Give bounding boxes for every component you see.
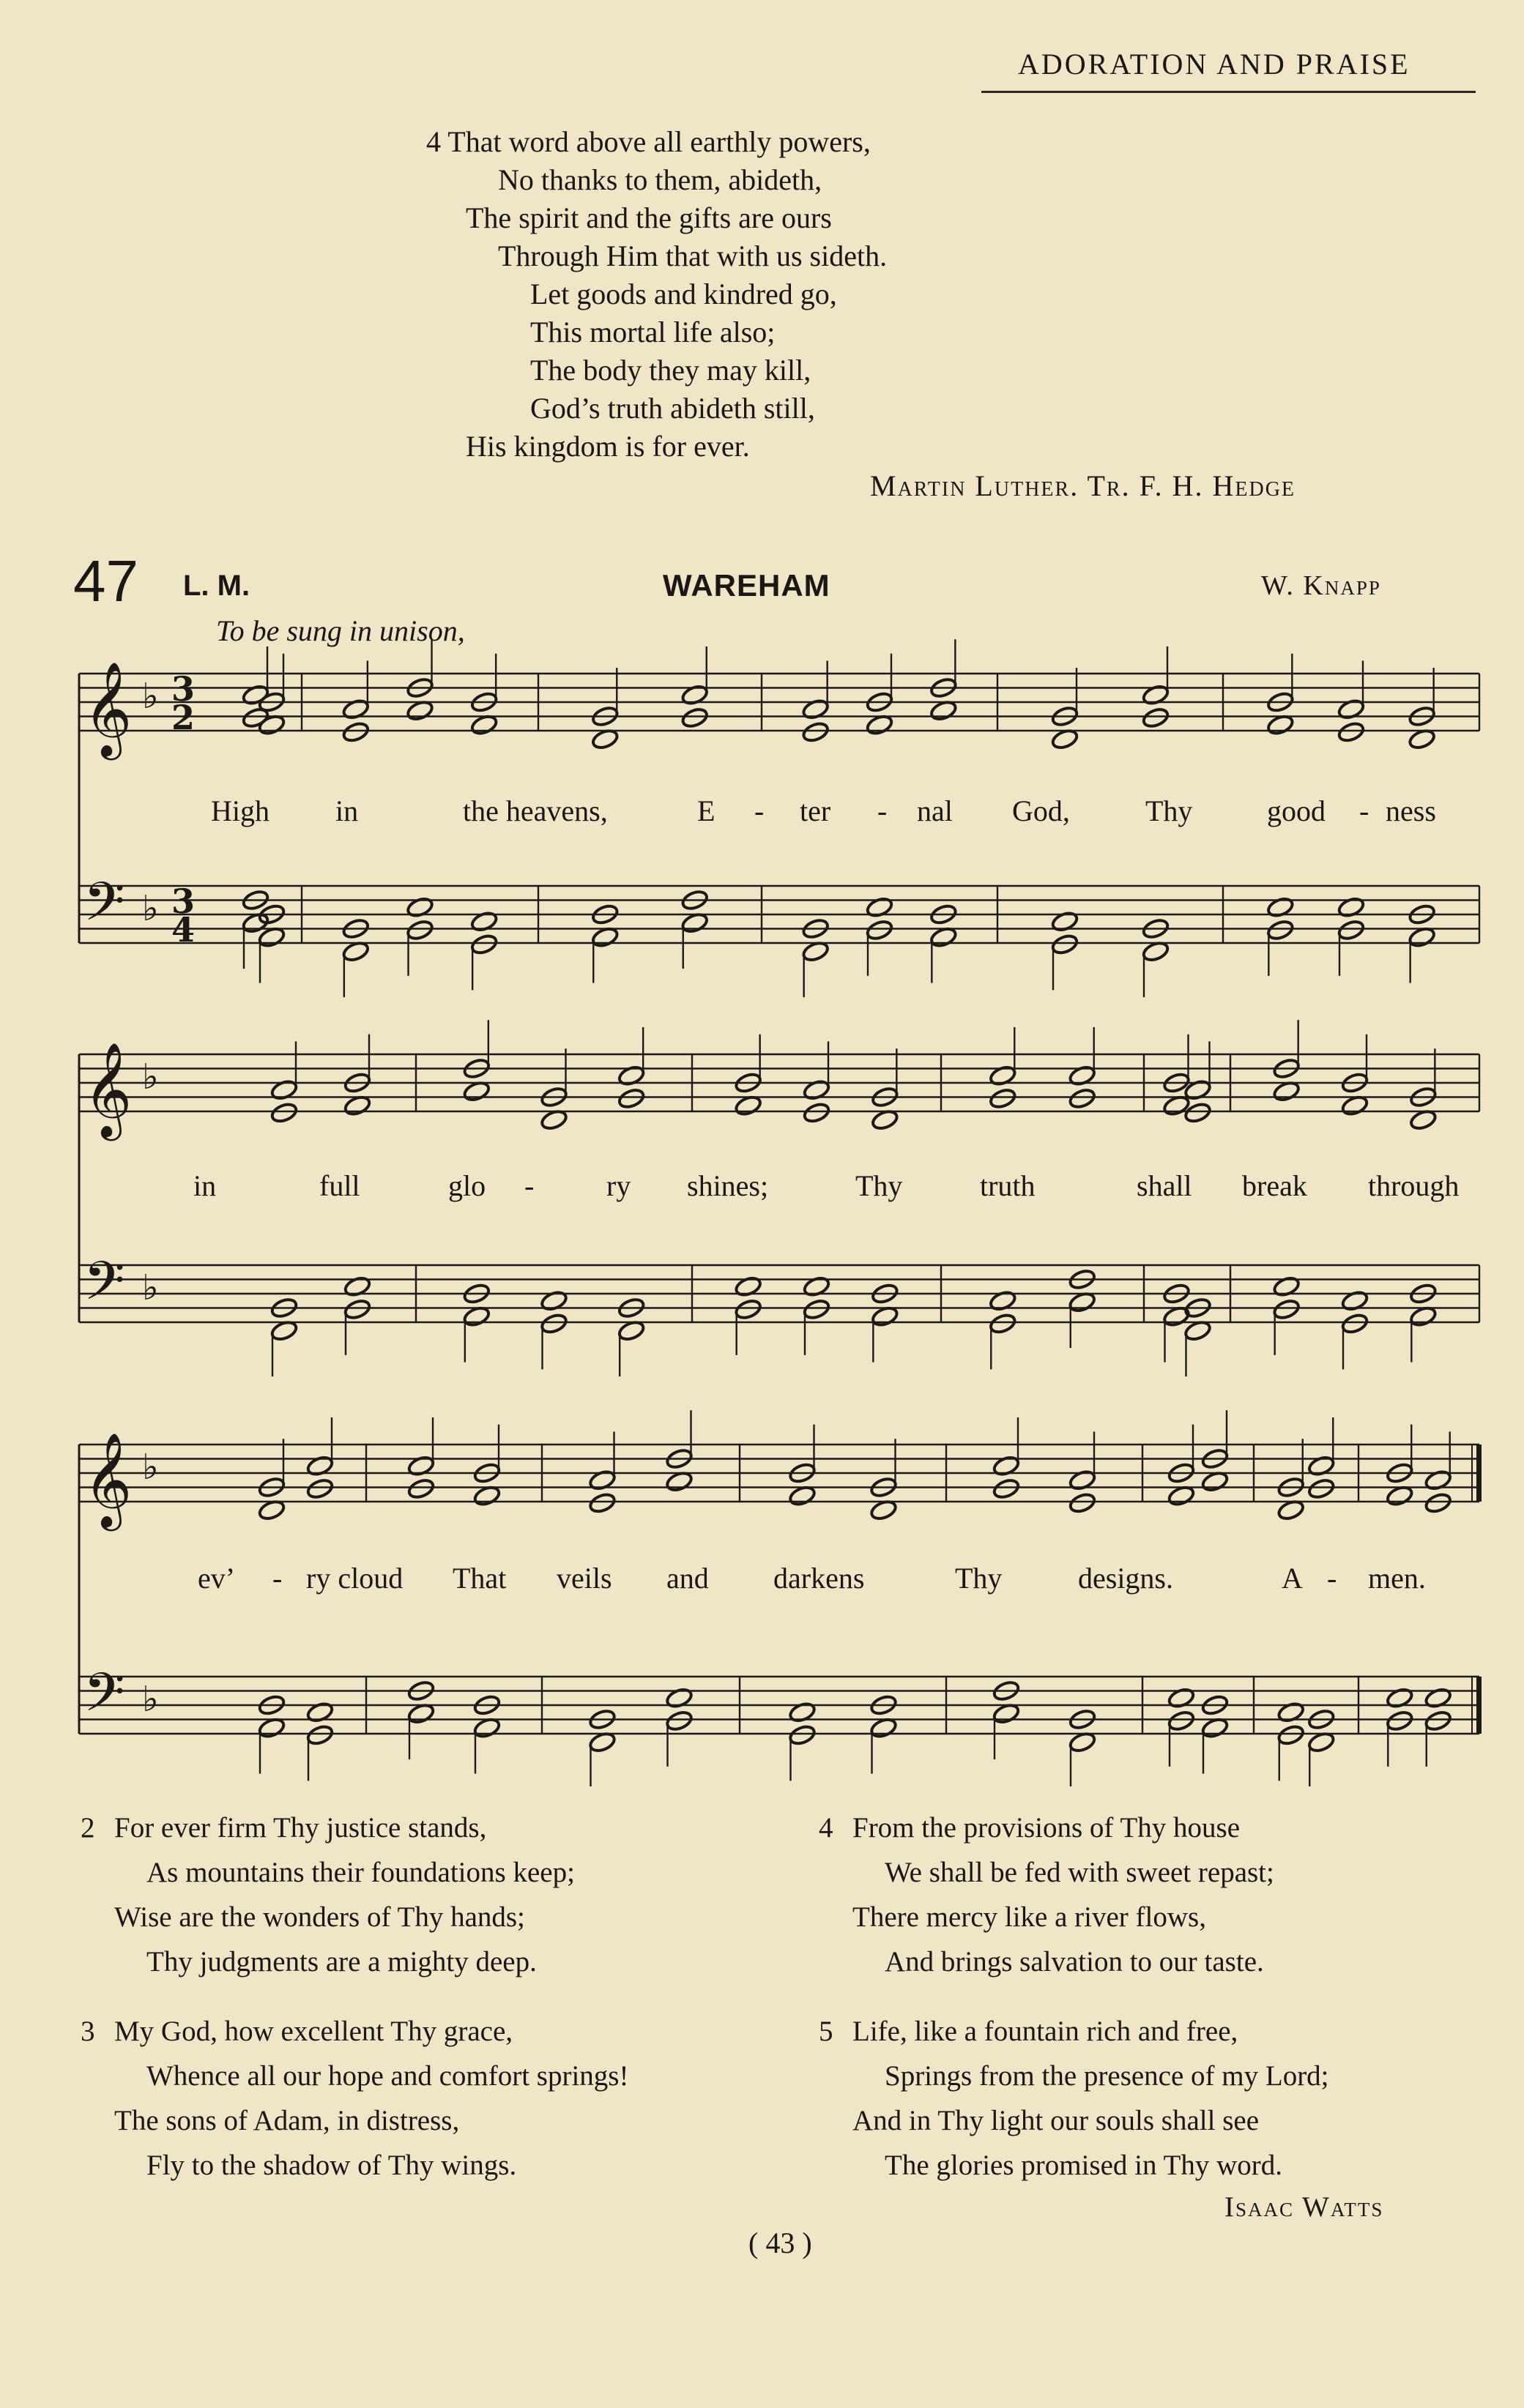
verse-line: The sons of Adam, in distress, [114,2105,460,2136]
half-note [406,1477,435,1500]
lyric-syllable: That [453,1562,507,1595]
lyric-syllable: truth [980,1169,1036,1202]
final-barline-thick [1476,1677,1482,1734]
lyric-syllable: E [697,794,715,827]
time-signature-top: 3 [171,669,196,709]
half-note [1050,933,1079,955]
half-note [801,720,830,743]
performance-instruction: To be sung in unison, [216,614,465,647]
running-title: ADORATION AND PRAISE [1018,48,1410,81]
half-note [802,1101,830,1124]
lyric-syllable: nal [917,794,953,827]
half-note [470,933,499,955]
half-note [802,1298,830,1321]
half-note [1337,720,1365,743]
bass-clef: 𝄢 [83,870,125,946]
lyric-syllable: ry cloud [306,1562,404,1595]
stanza-line: No thanks to them, abideth, [498,163,822,196]
verse-line: And in Thy light our souls shall see [852,2105,1260,2136]
half-note [989,1312,1017,1335]
verse-line: We shall be fed with sweet repast; [885,1857,1274,1888]
verse-line: Fly to the shadow of Thy wings. [146,2150,517,2181]
lyric-syllable: and [666,1562,709,1595]
stanza-line: His kingdom is for ever. [466,430,750,463]
half-note [1337,919,1365,942]
hymn-number: 47 [73,548,138,614]
half-note [1272,1298,1301,1321]
verse-line: There mercy like a river flows, [852,1901,1206,1933]
verse-line: As mountains their foundations keep; [146,1857,575,1888]
lyric-syllable: ev’ [198,1562,236,1595]
lyric-syllable: men. [1368,1562,1426,1595]
page-number: ( 43 ) [748,2226,812,2259]
lyric-syllable: Thy [855,1169,903,1202]
half-note [1167,1710,1195,1732]
half-note [270,1101,298,1124]
lyric-hyphen: - [524,1169,535,1202]
final-barline-thick [1476,1445,1482,1502]
verse-line: Thy judgments are a mighty deep. [146,1946,537,1978]
half-note [617,1087,646,1110]
half-note [341,720,370,743]
lyric-syllable: veils [557,1562,612,1595]
composer: W. Knapp [1261,570,1381,601]
lyric-syllable: ry [606,1169,631,1202]
half-note [665,1710,694,1732]
half-note [1276,1723,1305,1746]
bass-clef: 𝄢 [83,1249,125,1325]
stanza-line: Through Him that with us sideth. [498,239,888,272]
treble-clef: 𝄞 [83,661,133,756]
key-signature-flat: ♭ [142,1056,159,1097]
half-note [734,1298,762,1321]
half-note [1424,1710,1452,1732]
hymn-meter: L. M. [183,570,250,602]
half-note [1266,919,1295,942]
half-note [1424,1491,1452,1514]
stanza-line: Let goods and kindred go, [530,277,837,310]
verse-line: Springs from the presence of my Lord; [885,2060,1329,2092]
verse-line: Wise are the wonders of Thy hands; [114,1901,525,1933]
key-signature-flat: ♭ [142,1267,159,1308]
lyric-syllable: ter [800,794,831,827]
verse-line: From the provisions of Thy house [852,1812,1241,1844]
half-note [1340,1312,1369,1335]
verse-number: 5 [819,2016,833,2047]
key-signature-flat: ♭ [142,676,159,717]
half-note [1068,1491,1096,1514]
lyric-syllable: shines; [687,1169,769,1202]
half-note [1386,1710,1414,1732]
lyric-syllable: God, [1012,794,1070,827]
half-note [865,919,893,942]
half-note [406,919,434,942]
lyric-syllable: ness [1386,794,1436,827]
bass-clef: 𝄢 [83,1660,125,1737]
half-note [1068,1087,1096,1110]
half-note [540,1312,568,1335]
stanza-line: The body they may kill, [530,354,811,387]
verse-line: And brings salvation to our taste. [885,1946,1264,1978]
lyric-syllable: Thy [1145,794,1193,827]
stanza-line: The spirit and the gifts are ours [466,201,832,234]
half-note [788,1723,817,1746]
lyric-syllable: Thy [955,1562,1003,1595]
lyric-syllable: full [319,1169,360,1202]
half-note [343,1298,371,1321]
stanza-line: God’s truth abideth still, [530,392,815,425]
half-note [588,1491,617,1514]
lyric-syllable: designs. [1078,1562,1173,1595]
half-note [989,1087,1017,1110]
lyric-syllable: darkens [773,1562,865,1595]
tune-name: WAREHAM [663,568,830,603]
lyric-hyphen: - [1359,794,1369,827]
key-signature-flat: ♭ [142,1447,159,1488]
verse-author: Isaac Watts [1224,2191,1384,2223]
lyric-syllable: shall [1137,1169,1192,1202]
stanza-line: This mortal life also; [530,316,776,348]
verse-number: 4 [819,1812,833,1844]
treble-clef: 𝄞 [83,1432,133,1527]
verse-line: The glories promised in Thy word. [885,2150,1283,2181]
lyric-syllable: the heavens, [463,794,608,827]
half-note [1141,707,1170,729]
stanza-attribution: Martin Luther. Tr. F. H. Hedge [870,469,1296,502]
half-note [305,1477,334,1500]
time-signature-bottom: 4 [171,910,196,950]
key-signature-flat: ♭ [142,888,159,929]
lyric-syllable: High [211,794,270,827]
lyric-hyphen: - [272,1562,283,1595]
verse-number: 2 [81,1812,95,1844]
stanza-line: 4 That word above all earthly powers, [426,125,871,158]
key-signature-flat: ♭ [142,1679,159,1720]
lyric-syllable: glo [448,1169,486,1202]
treble-clef: 𝄞 [83,1042,133,1137]
lyric-syllable: break [1242,1169,1307,1202]
lyric-syllable: in [335,794,359,827]
verse-number: 3 [81,2016,95,2047]
verse-line: My God, how excellent Thy grace, [114,2016,513,2047]
verse-line: Whence all our hope and comfort springs! [146,2060,629,2092]
time-signature-top: 3 [171,881,196,921]
half-note [992,1477,1020,1500]
lyric-hyphen: - [877,794,888,827]
lyric-syllable: good [1267,794,1326,827]
lyric-syllable: in [193,1169,217,1202]
lyric-hyphen: - [1327,1562,1337,1595]
lyric-syllable: through [1368,1169,1460,1202]
half-note [680,707,709,729]
verse-line: For ever firm Thy justice stands, [114,1812,487,1844]
lyric-hyphen: - [754,794,765,827]
half-note [1307,1477,1336,1500]
verse-line: Life, like a fountain rich and free, [852,2016,1238,2047]
half-note [305,1723,334,1746]
time-signature-bottom: 2 [171,698,196,737]
lyric-syllable: A [1282,1562,1303,1595]
